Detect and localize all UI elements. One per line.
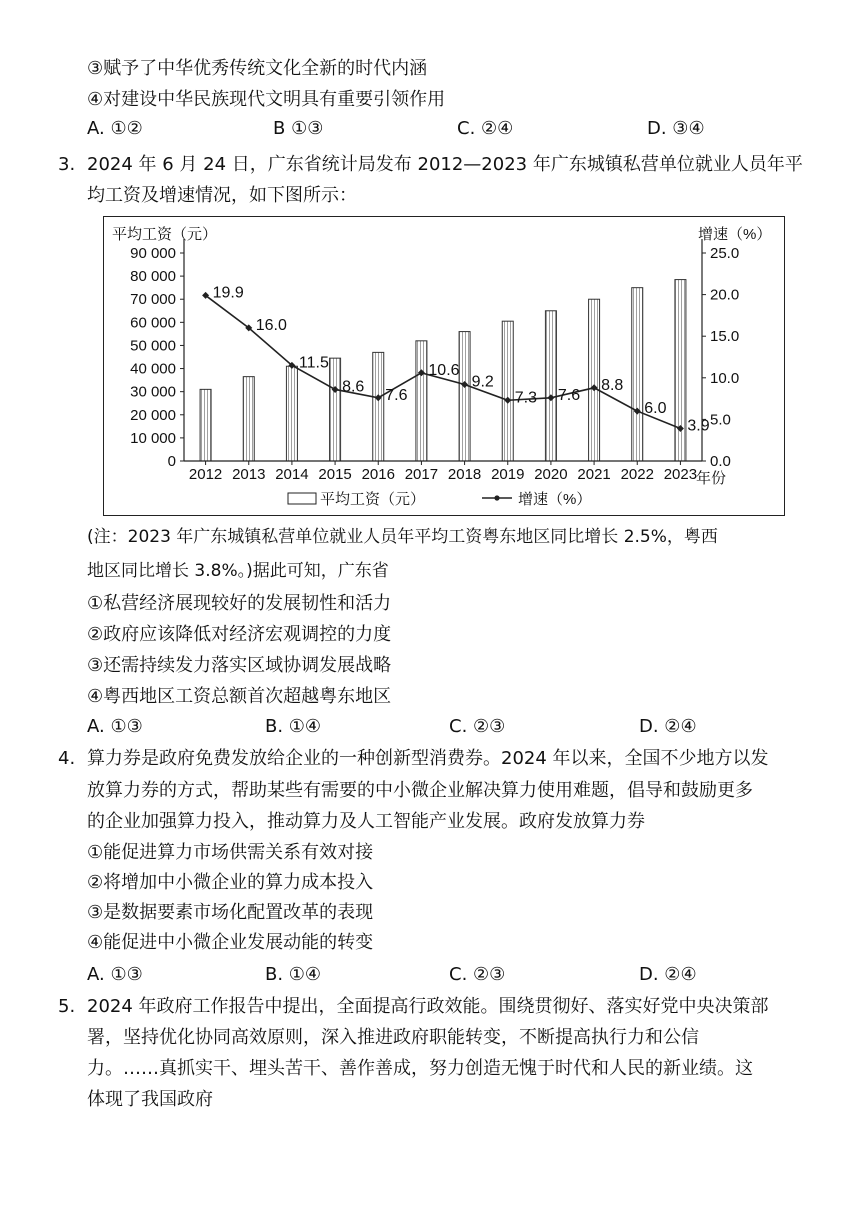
left-tick-label: 80 000: [130, 268, 176, 286]
q4-item4: ④能促进中小微企业发展动能的转变: [87, 932, 374, 953]
q3-options: [87, 714, 847, 744]
q3-note-line2: 地区同比增长 3.8%。)据此可知，广东省: [87, 561, 389, 581]
x-tick-label: 2017: [404, 466, 439, 483]
wage-chart-svg: [104, 217, 784, 514]
x-tick-label: 2020: [534, 466, 568, 483]
growth-data-label: 9.2: [471, 373, 494, 391]
right-tick-label: 0.0: [710, 453, 731, 470]
q2-option-d[interactable]: D. ③④: [647, 118, 705, 139]
q4-options: [87, 962, 847, 992]
right-tick-label: 5.0: [710, 411, 731, 429]
q3-number: 3.: [58, 154, 76, 175]
x-tick-label: 2012: [188, 466, 223, 483]
q4-stem-line3: 的企业加强算力投入，推动算力及人工智能产业发展。政府发放算力券: [87, 811, 645, 832]
right-tick-label: 25.0: [710, 245, 740, 262]
q2-option-a[interactable]: A. ①②: [87, 118, 143, 139]
x-tick-label: 2014: [275, 466, 309, 483]
q4-item2: ②将增加中小微企业的算力成本投入: [87, 872, 374, 893]
q3-stem-line2: 均工资及增速情况，如下图所示：: [87, 185, 357, 206]
legend: [288, 490, 591, 508]
legend-line-label: 增速（%）: [518, 491, 592, 508]
left-tick-label: 40 000: [130, 360, 176, 378]
q3-stem-line1: 2024 年 6 月 24 日，广东省统计局发布 2012—2023 年广东城镇私营单位就业人员年平: [87, 154, 803, 175]
growth-data-label: 7.6: [557, 386, 581, 404]
legend-bar-swatch: [288, 493, 316, 504]
q4-option-b[interactable]: B. ①④: [265, 964, 322, 985]
growth-data-label: 7.6: [385, 386, 408, 404]
q4-stem-line1: 算力券是政府免费发放给企业的一种创新型消费券。2024 年以来，全国不少地方以发: [87, 748, 769, 769]
right-tick-label: 20.0: [710, 286, 740, 304]
left-tick-label: 50 000: [130, 337, 176, 355]
wage-bar: [459, 332, 470, 461]
q5-number: 5.: [58, 996, 76, 1017]
q4-number: 4.: [58, 748, 76, 769]
x-tick-label: 2016: [361, 466, 395, 483]
x-tick-label: 2021: [577, 466, 611, 483]
wage-bar: [675, 280, 686, 461]
q3-item2: ②政府应该降低对经济宏观调控的力度: [87, 624, 392, 645]
q3-option-c[interactable]: C. ②③: [449, 716, 506, 737]
q2-option-b[interactable]: B ①③: [273, 118, 324, 139]
q4-item3: ③是数据要素市场化配置改革的表现: [87, 902, 374, 923]
q4-option-d[interactable]: D. ②④: [639, 964, 697, 985]
growth-data-label: 3.9: [687, 417, 710, 435]
q3-item3: ③还需持续发力落实区域协调发展战略: [87, 655, 392, 676]
legend-bar-label: 平均工资（元）: [320, 491, 426, 508]
x-tick-label: 2013: [232, 466, 266, 483]
wage-bar: [589, 299, 600, 461]
q5-stem-line3: 力。……真抓实干、埋头苦干、善作善成，努力创造无愧于时代和人民的新业绩。这: [87, 1058, 753, 1079]
growth-data-label: 10.6: [428, 361, 460, 379]
q5-stem-line4: 体现了我国政府: [87, 1089, 213, 1110]
wage-bar: [200, 389, 211, 461]
growth-data-label: 6.0: [644, 400, 667, 418]
q3-option-b[interactable]: B. ①④: [265, 716, 322, 737]
wage-bar: [502, 321, 513, 461]
growth-data-label: 16.0: [255, 316, 287, 334]
q4-option-a[interactable]: A. ①③: [87, 964, 143, 985]
left-axis-title: 平均工资（元）: [112, 226, 218, 243]
q2-options: [87, 116, 847, 146]
wage-bar: [243, 377, 254, 461]
x-tick-label: 2015: [318, 466, 352, 483]
q2-item3: ③赋予了中华优秀传统文化全新的时代内涵: [87, 58, 428, 79]
q3-note-line1: (注：2023 年广东城镇私营单位就业人员年平均工资粤东地区同比增长 2.5%，粤西: [87, 527, 718, 547]
q3-option-a[interactable]: A. ①③: [87, 716, 143, 737]
q3-item1: ①私营经济展现较好的发展韧性和活力: [87, 593, 392, 614]
left-tick-label: 60 000: [130, 314, 176, 332]
wage-bar: [545, 311, 556, 461]
x-tick-label: 2019: [491, 466, 525, 483]
left-tick-label: 20 000: [130, 406, 176, 424]
q5-stem-line1: 2024 年政府工作报告中提出，全面提高行政效能。围绕贯彻好、落实好党中央决策部: [87, 996, 769, 1017]
wage-bar: [373, 352, 384, 461]
x-tick-label: 2022: [620, 466, 654, 483]
right-tick-label: 15.0: [710, 328, 740, 346]
wage-bar: [330, 358, 341, 461]
wage-bar: [286, 366, 297, 461]
q2-option-c[interactable]: C. ②④: [457, 118, 514, 139]
q4-item1: ①能促进算力市场供需关系有效对接: [87, 842, 374, 863]
growth-data-label: 11.5: [298, 354, 329, 372]
left-tick-label: 10 000: [130, 429, 176, 447]
x-tick-label: 2018: [447, 466, 482, 483]
wage-bar: [416, 341, 427, 461]
q2-item4: ④对建设中华民族现代文明具有重要引领作用: [87, 89, 446, 110]
left-tick-label: 0: [167, 453, 176, 470]
wage-bar: [632, 288, 643, 461]
left-tick-label: 70 000: [130, 291, 176, 309]
q3-option-d[interactable]: D. ②④: [639, 716, 697, 737]
growth-data-label: 8.6: [342, 378, 365, 396]
q4-stem-line2: 放算力券的方式，帮助某些有需要的中小微企业解决算力使用难题，倡导和鼓励更多: [87, 780, 753, 801]
right-axis-title: 增速（%）: [698, 226, 772, 243]
legend-line-marker: [494, 495, 499, 500]
growth-data-label: 7.3: [514, 389, 537, 407]
left-tick-label: 90 000: [130, 245, 176, 262]
x-tick-label: 2023: [663, 466, 698, 483]
q4-option-c[interactable]: C. ②③: [449, 964, 506, 985]
growth-data-label: 8.8: [601, 376, 624, 394]
left-tick-label: 30 000: [130, 383, 176, 401]
x-axis-unit: 年份: [696, 470, 727, 487]
right-tick-label: 10.0: [710, 369, 740, 387]
wage-chart: [103, 216, 785, 516]
q5-stem-line2: 署，坚持优化协同高效原则，深入推进政府职能转变，不断提高执行力和公信: [87, 1027, 699, 1048]
q3-item4: ④粤西地区工资总额首次超越粤东地区: [87, 686, 392, 707]
growth-data-label: 19.9: [212, 284, 244, 302]
